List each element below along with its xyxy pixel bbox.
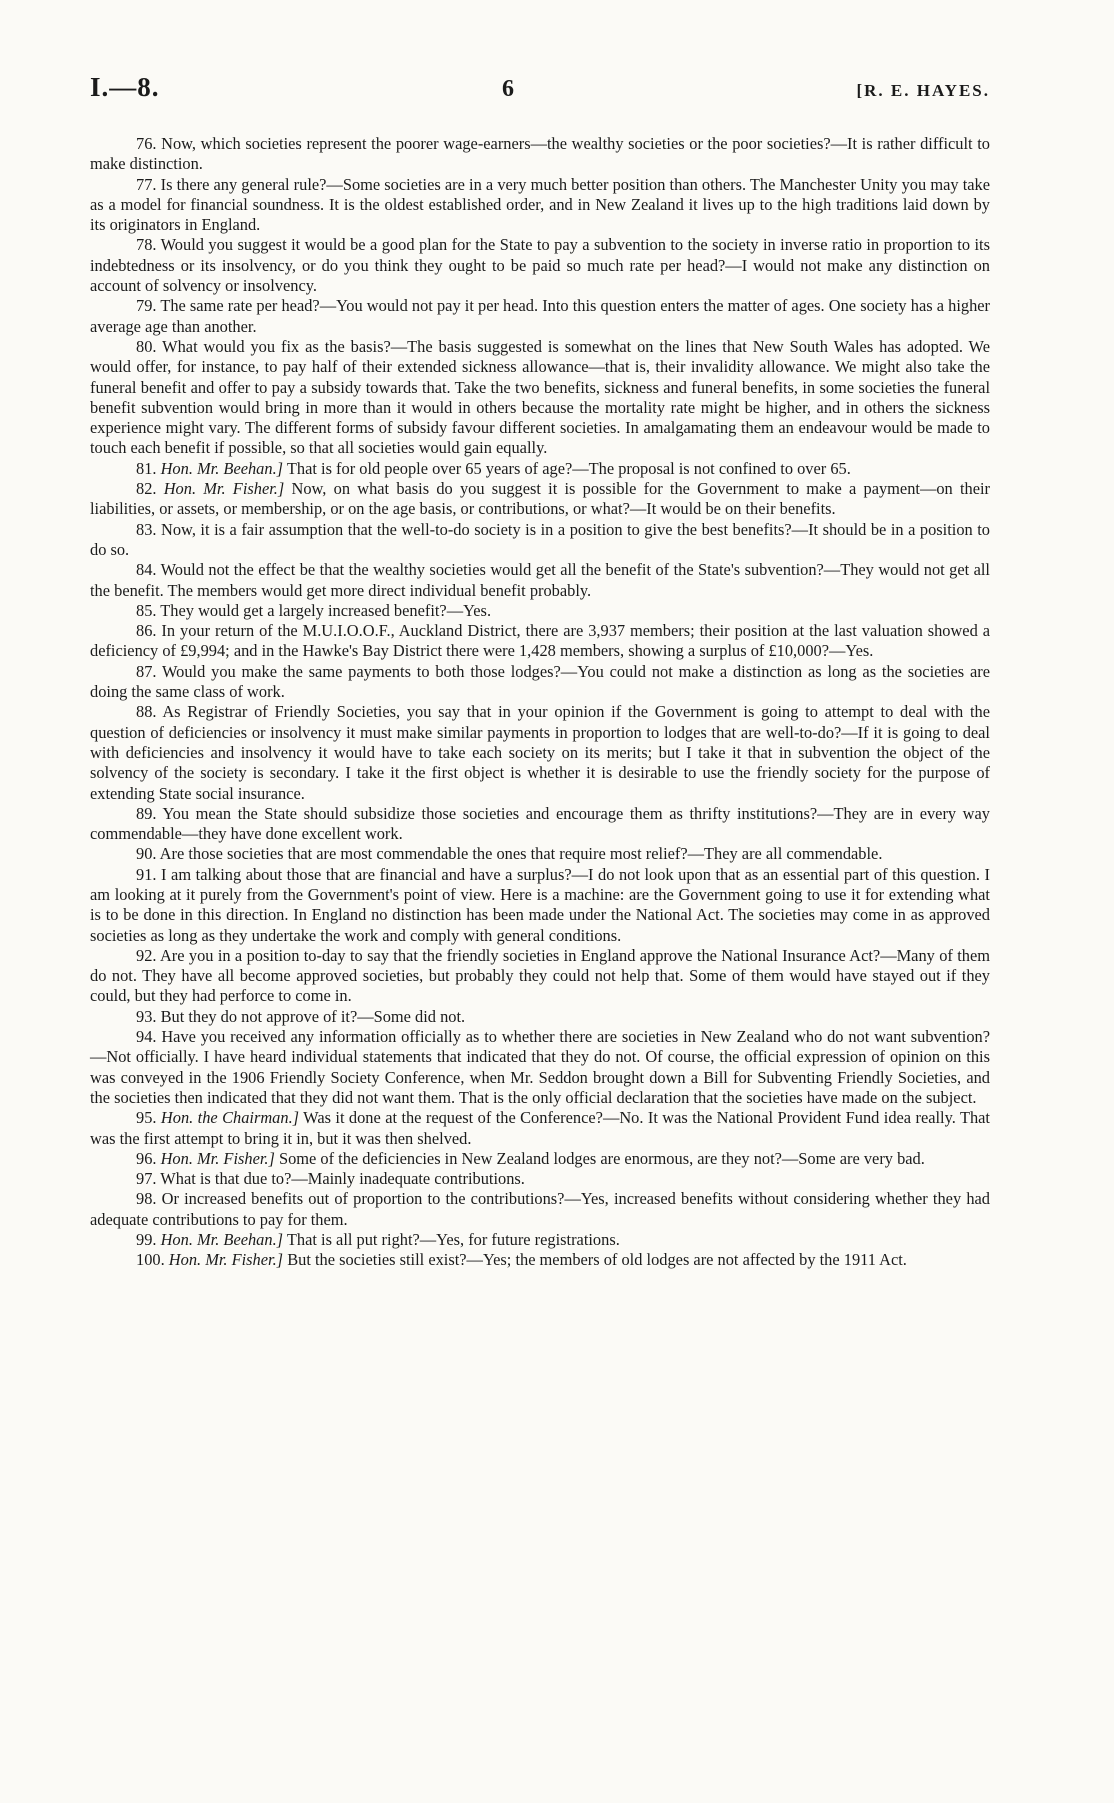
paragraph-text: 92. Are you in a position to-day to say that the friendly societies in England approve the National Insurance Act?—Many of them do not. They have all become approved societies, but probably they could not help that. Some of them would have stayed out if they could, but they had perforce to come in.	[90, 945, 990, 1006]
testimony-paragraph	[90, 560, 990, 601]
paragraph-text: But the societies still exist?—Yes; the members of old lodges are not affected by the 1911 Act.	[287, 1250, 907, 1270]
testimony-paragraph	[90, 804, 990, 845]
page-number: 6	[501, 76, 514, 102]
paragraph-text: 80. What would you fix as the basis?—The basis suggested is somewhat on the lines that New South Wales has adopted. We would offer, for instance, to pay half of their extended sickness allowance—that is, their invalidity allowance. We might also take the funeral benefit and offer to pay a subsidy towards that. Take the two benefits, sickness and funeral benefits, in some societies the funeral benefit subvention would bring in more than it would in others because the mortality rate might be higher, and in others the sickness experience might vary. The different forms of subsidy favour different societies. In amalgamating them an endeavour would be made to touch each benefit if possible, so that all societies would gain equally.	[90, 336, 990, 458]
paragraph-text: Some of the deficiencies in New Zealand lodges are enormous, are they not?—Some are very bad.	[279, 1148, 925, 1168]
question-number: 81.	[136, 458, 161, 478]
paragraph-text: 93. But they do not approve of it?—Some did not.	[136, 1006, 466, 1026]
paragraph-text: That is all put right?—Yes, for future registrations.	[286, 1230, 620, 1250]
paragraph-text: 77. Is there any general rule?—Some societies are in a very much better position than others. The Manchester Unity you may take as a model for financial soundness. It is the oldest established order, and in New Zealand it lives up to the high traditions laid down by its originators in England.	[90, 174, 990, 235]
speaker-name: Hon. Mr. Fisher.]	[160, 1148, 275, 1168]
paragraph-text: 89. You mean the State should subsidize those societies and encourage them as thrifty institutions?—They are in every way commendable—they have done excellent work.	[90, 803, 990, 844]
paragraph-text: 88. As Registrar of Friendly Societies, you say that in your opinion if the Government is going to attempt to deal with the question of deficiencies or insolvency it must make similar payments in proportion to lodges that are well-to-do?—If it is going to deal with deficiencies and insolvency it would have to take each society on its merits; but I take it that in subvention the object of the solvency of the society is secondary. I take it the first object is whether it is desirable to use the friendly society for the purpose of extending State social insurance.	[90, 702, 990, 803]
question-number: 99.	[136, 1230, 161, 1250]
paragraph-text: 91. I am talking about those that are financial and have a surplus?—I do not look upon that as an essential part of this question. I am looking at it purely from the Government's point of view. Here is a machine: are the Government going to use it for extending what is to be done in this direction. In England no distinction has been made under the National Act. The societies may come in as approved societies as long as they undertake the work and comply with general conditions.	[90, 864, 990, 945]
paragraph-text: 76. Now, which societies represent the poorer wage-earners—the wealthy societies or the poor societies?—It is rather difficult to make distinction.	[90, 134, 990, 174]
speaker-name: Hon. Mr. Beehan.]	[160, 458, 284, 478]
paragraph-text: 78. Would you suggest it would be a good plan for the State to pay a subvention to the society in inverse ratio in proportion to its indebtedness or its insolvency, or do you think they ought to be paid so much rate per head?—I would not make any distinction on account of solvency or insolvency.	[90, 235, 990, 296]
speaker-name: Hon. Mr. Fisher.]	[168, 1250, 284, 1270]
testimony-paragraph	[90, 296, 990, 337]
paragraph-text: 84. Would not the effect be that the wealthy societies would get all the benefit of the State's subvention?—They would not get all the benefit. The members would get more direct individual benefit probably.	[90, 560, 990, 600]
testimony-paragraph	[90, 479, 990, 520]
paragraph-text: 85. They would get a largely increased benefit?—Yes.	[136, 600, 492, 620]
testimony-paragraph	[90, 1230, 990, 1250]
question-number: 82.	[136, 479, 164, 499]
witness-name: [R. E. HAYES.	[856, 81, 990, 100]
question-number: 100.	[136, 1250, 169, 1270]
testimony-body	[90, 134, 990, 1271]
testimony-paragraph	[90, 946, 990, 1007]
document-reference: I.—8.	[90, 72, 160, 102]
testimony-paragraph	[90, 702, 990, 803]
paragraph-text: 97. What is that due to?—Mainly inadequate contributions.	[136, 1169, 525, 1189]
testimony-paragraph	[90, 337, 990, 459]
testimony-paragraph	[90, 621, 990, 662]
testimony-paragraph	[90, 1189, 990, 1230]
paragraph-text: 86. In your return of the M.U.I.O.O.F., Auckland District, there are 3,937 members; their position at the last valuation showed a deficiency of £9,994; and in the Hawke's Bay District there were 1,428 members, showing a surplus of £10,000?—Yes.	[90, 621, 990, 661]
page-header	[90, 72, 990, 112]
question-number: 96.	[136, 1148, 161, 1168]
testimony-paragraph	[90, 520, 990, 561]
testimony-paragraph	[90, 601, 990, 621]
testimony-paragraph	[90, 1250, 990, 1270]
paragraph-text: 90. Are those societies that are most commendable the ones that require most relief?—They are all commendable.	[136, 844, 883, 864]
speaker-name: Hon. Mr. Beehan.]	[160, 1230, 284, 1250]
testimony-paragraph	[90, 865, 990, 946]
paragraph-text: 79. The same rate per head?—You would not pay it per head. Into this question enters the matter of ages. One society has a higher average age than another.	[90, 296, 990, 336]
paragraph-text: That is for old people over 65 years of age?—The proposal is not confined to over 65.	[286, 458, 851, 478]
testimony-paragraph	[90, 175, 990, 236]
speaker-name: Hon. the Chairman.]	[160, 1108, 300, 1128]
testimony-paragraph	[90, 844, 990, 864]
testimony-paragraph	[90, 1149, 990, 1169]
paragraph-text: 94. Have you received any information officially as to whether there are societies in New Zealand who do not want subvention?—Not officially. I have heard individual statements that indicated that they do not. Of course, the official expression of opinion on this was conveyed in the 1906 Friendly Society Conference, when Mr. Seddon brought down a Bill for Subventing Friendly Societies, and the societies then indicated that they did not want them. That is the only official declaration that the societies have made on the subject.	[90, 1027, 990, 1107]
paragraph-text: Was it done at the request of the Conference?—No. It was the National Provident Fund idea really. That was the first attempt to bring it in, but it was then shelved.	[90, 1108, 990, 1148]
testimony-paragraph	[90, 1108, 990, 1149]
paragraph-text: 98. Or increased benefits out of proportion to the contributions?—Yes, increased benefits without considering whether they had adequate contributions to pay for them.	[90, 1189, 990, 1229]
paragraph-text: Now, on what basis do you suggest it is possible for the Government to make a payment—on their liabilities, or assets, or membership, or on the age basis, or contributions, or what?—It would be on their benefits.	[90, 479, 990, 519]
speaker-name: Hon. Mr. Fisher.]	[163, 479, 285, 499]
testimony-paragraph	[90, 459, 990, 479]
testimony-paragraph	[90, 1007, 990, 1027]
testimony-paragraph	[90, 662, 990, 703]
paragraph-text: 83. Now, it is a fair assumption that the well-to-do society is in a position to give the best benefits?—It should be in a position to do so.	[90, 519, 990, 559]
question-number: 95.	[136, 1108, 161, 1128]
testimony-paragraph	[90, 1169, 990, 1189]
testimony-paragraph	[90, 1027, 990, 1108]
testimony-paragraph	[90, 235, 990, 296]
paragraph-text: 87. Would you make the same payments to both those lodges?—You could not make a distinction as long as the societies are doing the same class of work.	[90, 661, 990, 702]
testimony-paragraph	[90, 134, 990, 175]
